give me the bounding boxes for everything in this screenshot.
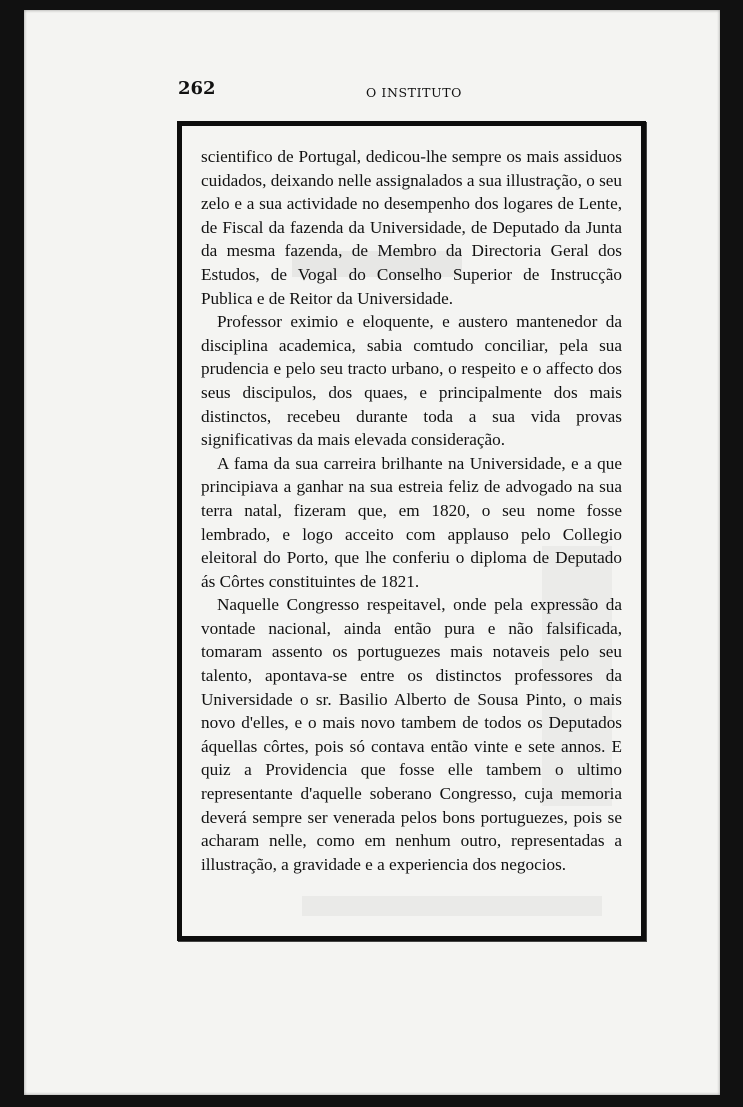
- paragraph: A fama da sua carreira brilhante na Universidade, e a que principiava a ganhar na sua estreia feliz de advogado na sua terra natal, fizeram que, em 1820, o seu nome fosse lembrado, e logo acceito com applauso pelo Collegio eleitoral do Porto, que lhe conferiu o diploma de Deputado ás Côrtes constituintes de 1821.: [201, 453, 622, 591]
- paragraph: scientifico de Portugal, dedicou-lhe sempre os mais assiduos cuidados, deixando nelle assignalados a sua illustração, o seu zelo e a sua actividade no desempenho dos logares de Lente, de Fiscal da fazenda da Universidade, de Deputado da Junta da mesma fazenda, de Membro da Directoria Geral dos Estudos, de Vogal do Conselho Superior de Instrucção Publica e de Reitor da Universidade.: [201, 147, 622, 308]
- paragraph: Naquelle Congresso respeitavel, onde pela expressão da vontade nacional, ainda então pura e não falsificada, tomaram assento os portuguezes mais notaveis pelo seu talento, apontava-se entre os distinctos professores da Universidade o sr. Basilio Alberto de Sousa Pinto, o mais novo d'elles, e o mais novo tambem de todos os Deputados áquellas côrtes, pois só contava então vinte e sete annos. E quiz a Providencia que fosse elle tambem o ultimo representante d'aquelle soberano Congresso, cuja memoria deverá sempre ser venerada pelos bons portuguezes, pois se acharam nelle, como em nenhum outro, representadas a illustração, a gravidade e a experiencia dos negocios.: [201, 595, 622, 874]
- bleed-through-shadow: [302, 896, 602, 916]
- paragraph: Professor eximio e eloquente, e austero mantenedor da disciplina academica, sabia comtudo conciliar, pela sua prudencia e pelo seu tracto urbano, o respeito e o affecto dos seus discipulos, dos quaes, e principalmente dos mais distinctos, recebeu durante toda a sua vida provas significativas da mais elevada consideração.: [201, 312, 622, 450]
- page-number: 262: [178, 78, 216, 99]
- running-title: O INSTITUTO: [366, 85, 462, 100]
- main-text: [201, 145, 622, 876]
- mourning-border-frame: [177, 121, 646, 941]
- book-page: [24, 10, 720, 1095]
